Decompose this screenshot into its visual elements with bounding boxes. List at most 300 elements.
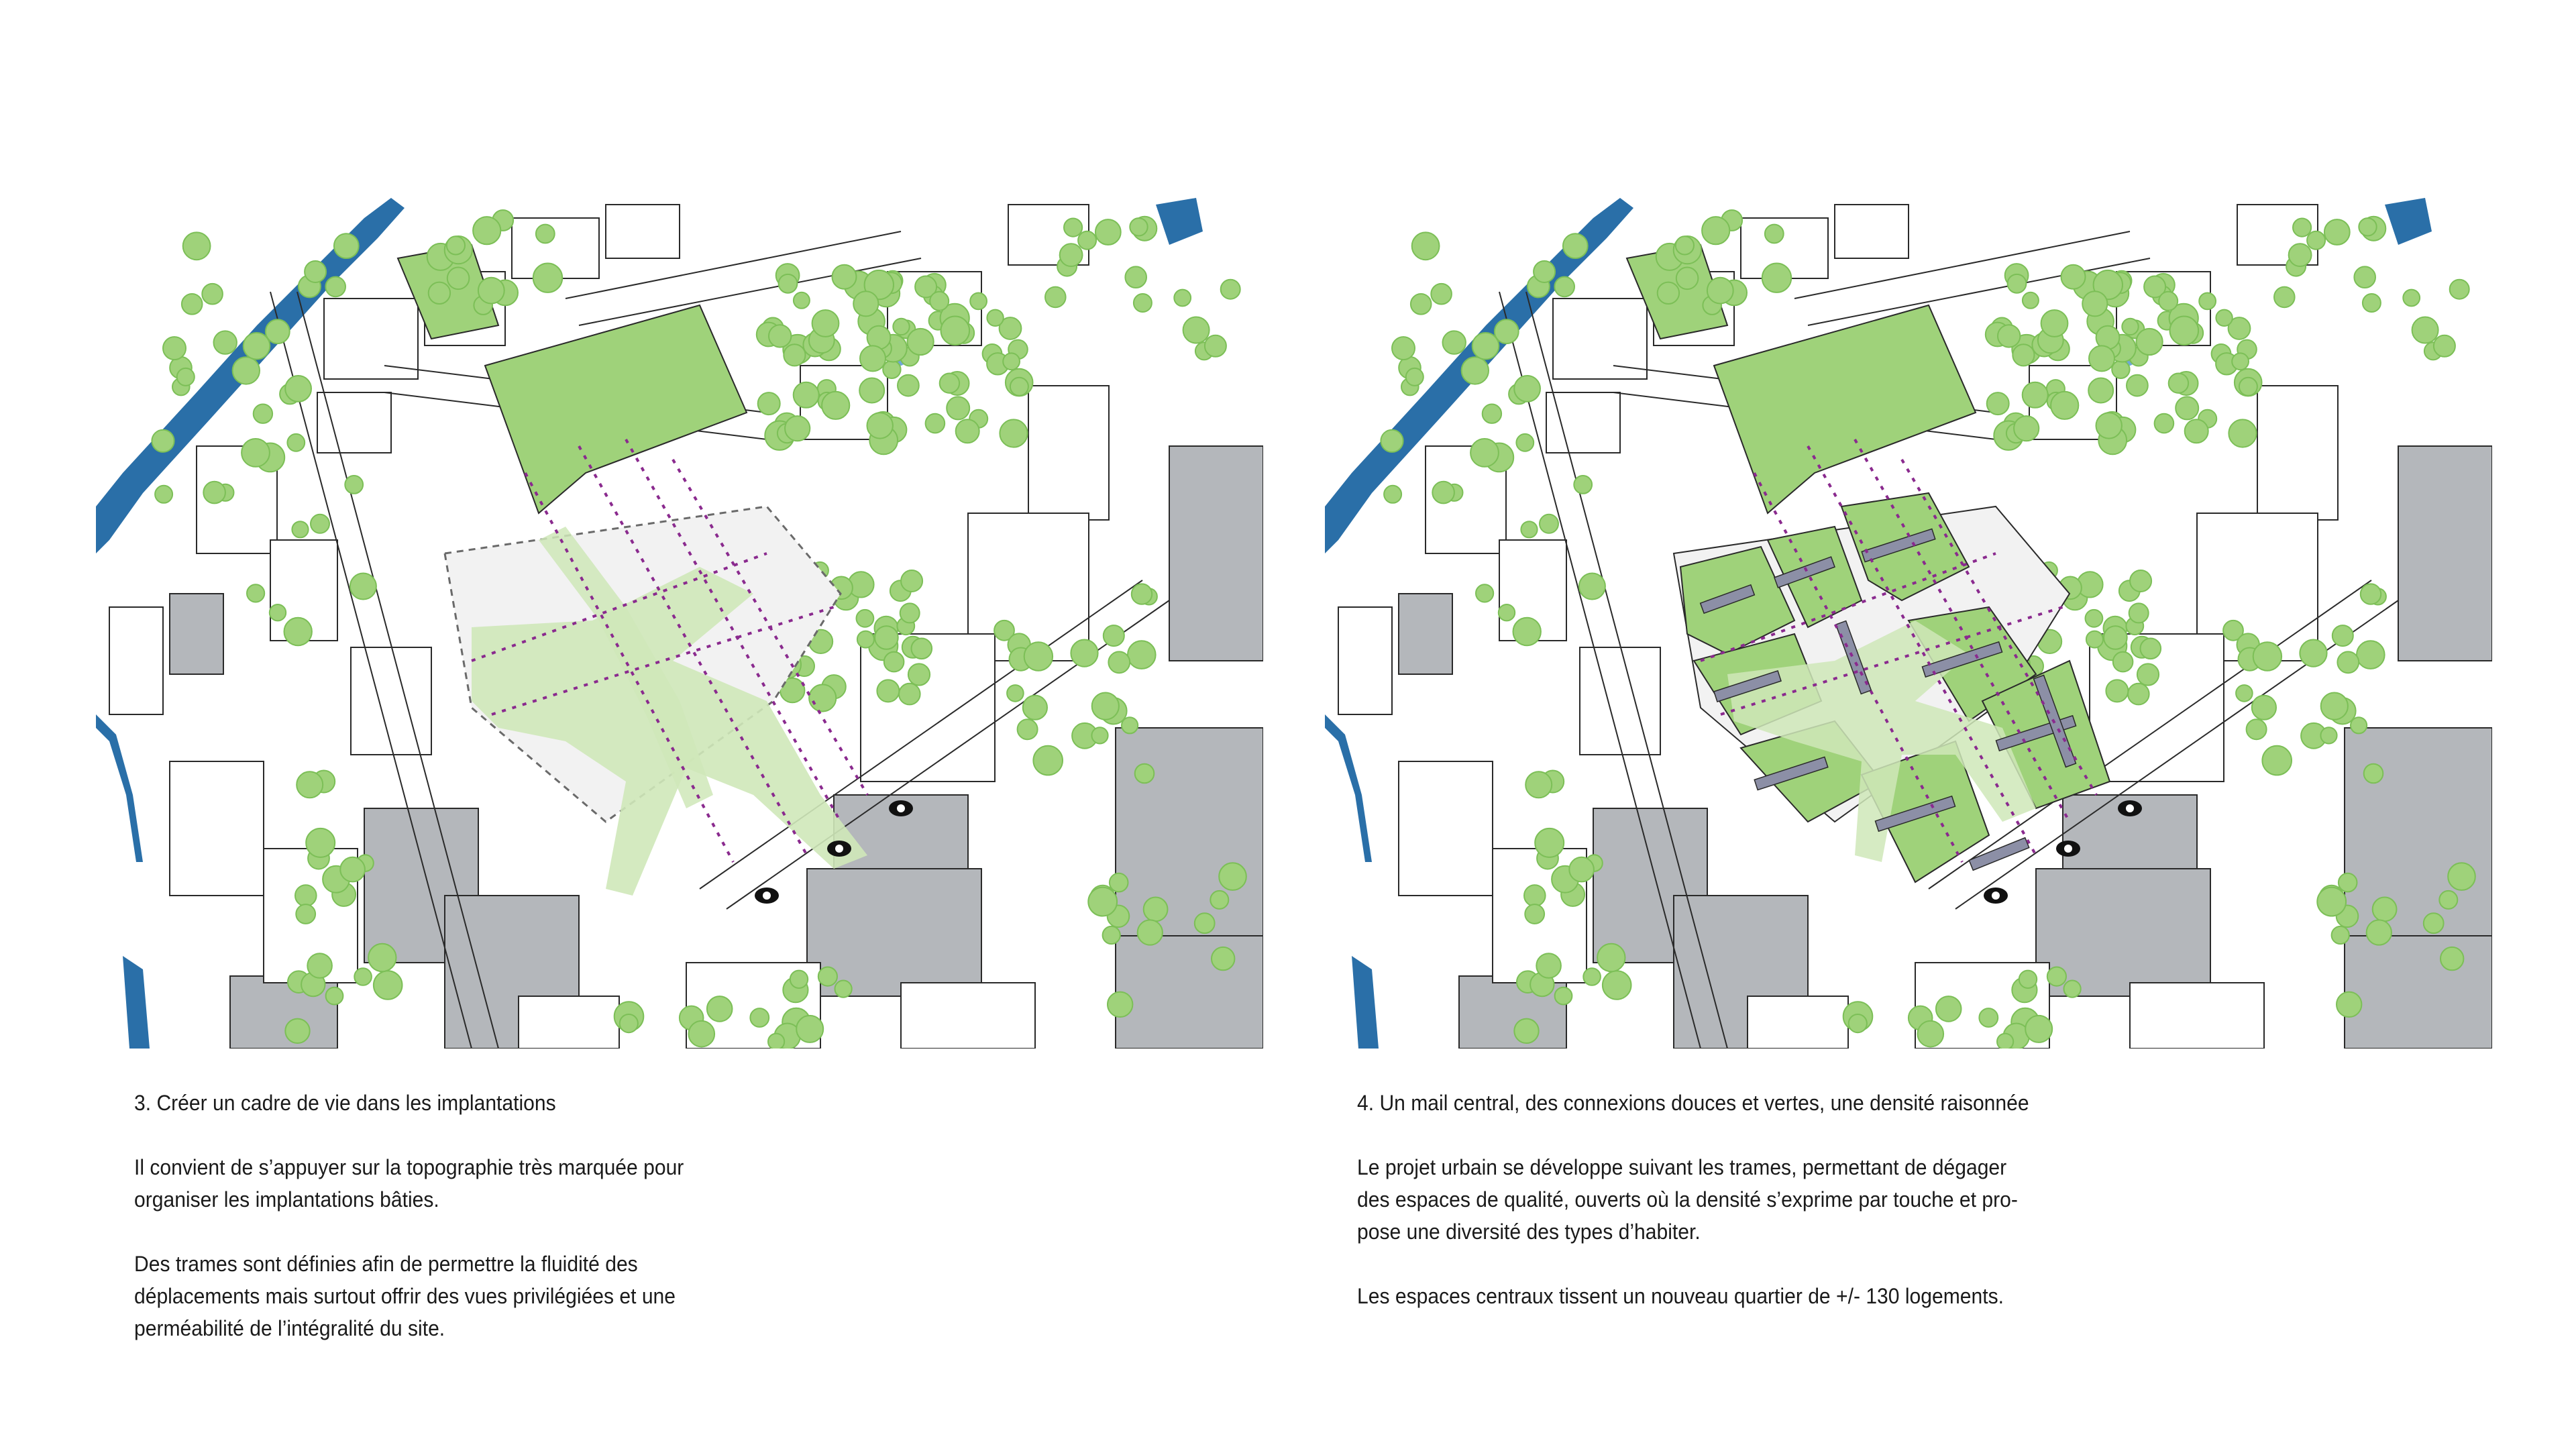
tree [2041,310,2068,337]
tree [1091,727,1108,743]
tree [1525,904,1544,924]
tree [987,310,1003,326]
river [1352,956,1379,1049]
tree [254,405,272,423]
tree [1540,515,1558,533]
tree [809,684,836,711]
tree [2439,891,2457,909]
tree [2236,685,2253,702]
tree [2262,746,2292,775]
tree [2112,361,2129,378]
tree [1406,368,1424,386]
existing-building [170,594,223,674]
tree [233,357,260,384]
tree [2137,329,2163,355]
tree [1987,392,2009,415]
parcel [606,205,680,258]
tree [325,277,345,297]
parcel [170,761,264,896]
tree [784,344,805,366]
site-plan-map-step-4 [1325,191,2492,1049]
tree [1221,280,1240,299]
parcel [1338,607,1392,714]
tree [758,392,780,415]
caption-step-3 [134,1087,878,1377]
tree [1583,968,1601,985]
tree [334,233,359,258]
tree [2300,640,2326,667]
tree [202,284,223,305]
tree [1979,1008,1998,1027]
tree [794,292,810,309]
tree [970,293,987,310]
tree [2448,863,2475,890]
tree [1762,264,1791,292]
tree [1603,971,1631,1000]
parcel [1546,392,1620,453]
tree [1000,419,1027,447]
tree [307,953,332,978]
tree [2086,610,2103,627]
tree [1765,225,1784,244]
tree [182,294,203,315]
tree [2025,1016,2052,1042]
river [123,956,150,1049]
tree [940,374,959,393]
tree [478,278,504,304]
parcel [1553,299,1647,379]
tree [1195,913,1215,933]
tree [2412,317,2438,343]
tree [2023,382,2048,408]
tree [296,904,315,924]
tree [1110,873,1128,892]
tree [2106,680,2128,702]
existing-building [2345,728,2492,949]
tree [2359,218,2376,235]
tree [1918,1021,1944,1047]
tree [1007,685,1024,702]
parcel [2257,386,2338,520]
existing-building [1169,446,1263,661]
tree [2113,652,2133,672]
tree [2289,244,2312,266]
tree [2357,641,2385,669]
tree [1134,294,1152,312]
tree [1205,335,1226,357]
tree [1597,944,1625,971]
tree [941,317,970,345]
site-plan-svg [1325,191,2492,1049]
tree [2252,696,2276,720]
tree [368,944,396,971]
tree [1658,282,1679,304]
tree [2089,345,2114,371]
tree [1525,771,1552,798]
tree [2185,419,2208,443]
tree [1003,353,1020,370]
parcel [317,392,391,453]
tree [2159,292,2178,311]
tree [350,574,376,600]
tree [2122,319,2138,335]
tree [1555,987,1572,1005]
tree [901,570,922,592]
tree [794,382,819,408]
tree [2082,291,2107,316]
tree [345,476,363,494]
tree [883,361,900,378]
caption-step-4 [1357,1087,2101,1344]
tree [473,217,500,244]
project-overlay [445,439,913,904]
tree [1108,651,1130,673]
tree [750,1008,769,1027]
tree [796,1016,823,1042]
tree [1579,574,1605,600]
tree [1514,1019,1538,1043]
park [1714,305,1976,513]
tree [2450,280,2469,299]
caption-paragraph: Des trames sont définies afin de permettre la fluidité des déplacements mais surtout offrir des vues privilégiées et une perméabilité de l’intégralité du site. [134,1252,676,1340]
parcel [1028,386,1109,520]
tree [2051,392,2078,419]
tree [833,265,857,289]
parcel [519,996,619,1049]
tree [2047,967,2066,986]
parcel [901,983,1035,1049]
tree [1064,219,1082,237]
tree [241,439,270,467]
tree [2332,926,2349,944]
tree [2361,584,2381,604]
tree [1381,430,1403,452]
tree [2137,663,2159,685]
tree [893,319,909,335]
tree [1521,521,1537,537]
tree [2320,727,2337,743]
tree [305,261,326,282]
tree [2104,626,2127,649]
tree [152,430,174,452]
tree [1534,261,1555,282]
tree [1524,885,1546,906]
tree [1183,317,1210,343]
tree [877,680,899,702]
tree [2229,419,2256,447]
tree [2424,913,2444,933]
tree [853,291,878,316]
tree [177,368,195,386]
parcel [351,647,431,755]
caption-title: 3. Créer un cadre de vie dans les implantations [134,1091,556,1115]
tree [1125,266,1146,288]
tree [266,319,290,343]
tree [1392,337,1415,360]
tree [912,639,932,659]
tree [1130,218,1147,235]
tree [2128,684,2149,705]
tree [1088,888,1117,916]
tree [899,684,920,705]
tree [1443,331,1466,354]
tree [1495,319,1519,343]
site-plan-map-step-3 [96,191,1263,1049]
caption-title: 4. Un mail central, des connexions douces et vertes, une densité raisonnée [1357,1091,2029,1115]
tree [812,310,839,337]
tree [1470,439,1499,467]
tree [1936,996,1962,1022]
tree [2239,378,2257,396]
tree [1499,604,1515,621]
tree [1210,891,1228,909]
tree [1033,746,1063,775]
tree [2088,378,2113,403]
tree [1128,641,1156,669]
tree [2086,631,2103,648]
tree [2317,888,2346,916]
tree [2096,413,2122,438]
tree [1707,278,1733,304]
park [485,305,747,513]
tree [447,236,465,254]
tree [2130,570,2151,592]
tree [2176,396,2198,419]
tree [2019,971,2037,988]
tree [292,521,308,537]
tree [689,1021,715,1047]
tree [2337,651,2359,673]
existing-building [1116,728,1263,949]
tree [244,333,270,360]
tree [2064,981,2081,998]
tree [1108,992,1132,1017]
tree [768,1034,784,1049]
tree [785,416,810,441]
tree [884,652,904,672]
tree [536,225,555,244]
tree [1676,268,1699,290]
tree [859,378,884,403]
site-plan-svg [96,191,1263,1049]
tree [1095,219,1121,245]
tree [326,987,343,1005]
parcel [324,299,418,379]
tree [311,515,329,533]
tree [2014,416,2039,441]
tree [2008,274,2027,293]
tree [2127,375,2148,396]
tree [779,274,798,293]
tree [2373,898,2397,922]
parcel [1835,205,1909,258]
tree [1997,1034,2013,1049]
tree [2403,290,2420,307]
tree [1023,696,1047,720]
tree [1462,357,1489,384]
tree [2023,292,2039,309]
tree [2434,335,2455,357]
tree [857,610,874,627]
existing-building [1116,936,1263,1049]
tree [1702,217,1729,244]
river [96,714,143,862]
tree [1018,719,1038,739]
tree [1071,640,1097,667]
tree [295,885,317,906]
tree [214,331,237,354]
river [1325,714,1372,862]
tree [1384,486,1401,503]
tree [1998,325,2020,347]
tree [1676,236,1694,254]
tree [2339,873,2357,892]
tree [297,771,323,798]
tree [2332,625,2353,646]
tree [769,325,791,347]
tree [1060,244,1083,266]
tree [1138,920,1163,945]
tree [956,419,979,443]
tree [1132,584,1152,604]
tree [1219,863,1246,890]
tree [1144,898,1168,922]
tree [707,996,733,1022]
parcel [1580,647,1660,755]
tree [1103,926,1120,944]
tree [2337,992,2361,1017]
tree [1513,618,1541,645]
tree [429,282,450,304]
tree [533,264,562,292]
tree [2324,219,2350,245]
tree [860,345,885,371]
tree [1212,947,1234,970]
tree [1849,1014,1867,1032]
existing-building [2398,446,2492,661]
tree [2321,693,2348,720]
tree [2061,265,2086,289]
tree [163,337,186,360]
tree [1135,764,1155,784]
tree [620,1014,638,1032]
tree [1563,233,1588,258]
tree [2354,266,2375,288]
tree [1535,828,1564,857]
tree [926,414,945,433]
tree [790,971,808,988]
tree [270,604,286,621]
caption-paragraph: Les espaces centraux tissent un nouveau quartier de +/- 130 logements. [1357,1284,2004,1308]
tree [2440,947,2463,970]
tree [947,396,969,419]
tree [1536,953,1561,978]
tree [2363,294,2381,312]
tree [835,981,852,998]
tree [306,828,335,857]
river [2385,198,2432,245]
tree [1483,405,1501,423]
tree [285,1019,309,1043]
tree [900,603,920,623]
tree [1045,287,1066,308]
tree [2247,719,2267,739]
tree [1174,290,1191,307]
tree [1024,642,1053,670]
tree [155,486,172,503]
river [1156,198,1203,245]
tree [340,857,365,882]
tree [1472,333,1499,360]
tree [1476,584,1493,602]
tree [1431,284,1452,305]
existing-building [2345,936,2492,1049]
tree [2367,920,2392,945]
tree [818,967,837,986]
tree [1092,693,1119,720]
tree [1554,277,1574,297]
tree [247,584,264,602]
tree [1411,294,1432,315]
tree [875,626,898,649]
tree [1432,482,1454,504]
tree [2232,353,2249,370]
tree [2253,642,2282,670]
tree [447,268,470,290]
tree [822,392,849,419]
tree [2129,603,2149,623]
parcel [1748,996,1848,1049]
caption-paragraph: Il convient de s’appuyer sur la topographie très marquée pour organiser les implantations bâties. [134,1155,684,1212]
tree [2012,344,2034,366]
tree [374,971,402,1000]
tree [2216,310,2232,326]
tree [1574,476,1592,494]
tree [930,292,949,311]
tree [183,232,211,260]
tree [898,375,919,396]
tree [1412,232,1440,260]
tree [908,663,930,685]
tree [2169,374,2188,393]
tree [1569,857,1594,882]
tree [908,329,934,355]
tree [857,631,874,648]
tree [2364,764,2383,784]
tree [1516,434,1534,451]
tree [2307,231,2325,250]
tree [1514,376,1540,402]
parcel [2130,983,2264,1049]
tree [2155,414,2174,433]
caption-paragraph: Le projet urbain se développe suivant les trames, permettant de dégager des espaces de qualité, ouverts où la densité s’exprime par touche et pro- pose une diversité des types d’habiter. [1357,1155,2018,1244]
tree [2170,317,2199,345]
tree [284,618,312,645]
tree [2141,639,2161,659]
tree [1104,625,1124,646]
existing-building [1399,594,1452,674]
tree [2274,287,2295,308]
tree [354,968,372,985]
tree [2199,293,2216,310]
tree [287,434,305,451]
tree [1078,231,1096,250]
tree [867,413,893,438]
tree [203,482,225,504]
parcel [109,607,163,714]
tree [1010,378,1028,396]
parcel [1399,761,1493,896]
